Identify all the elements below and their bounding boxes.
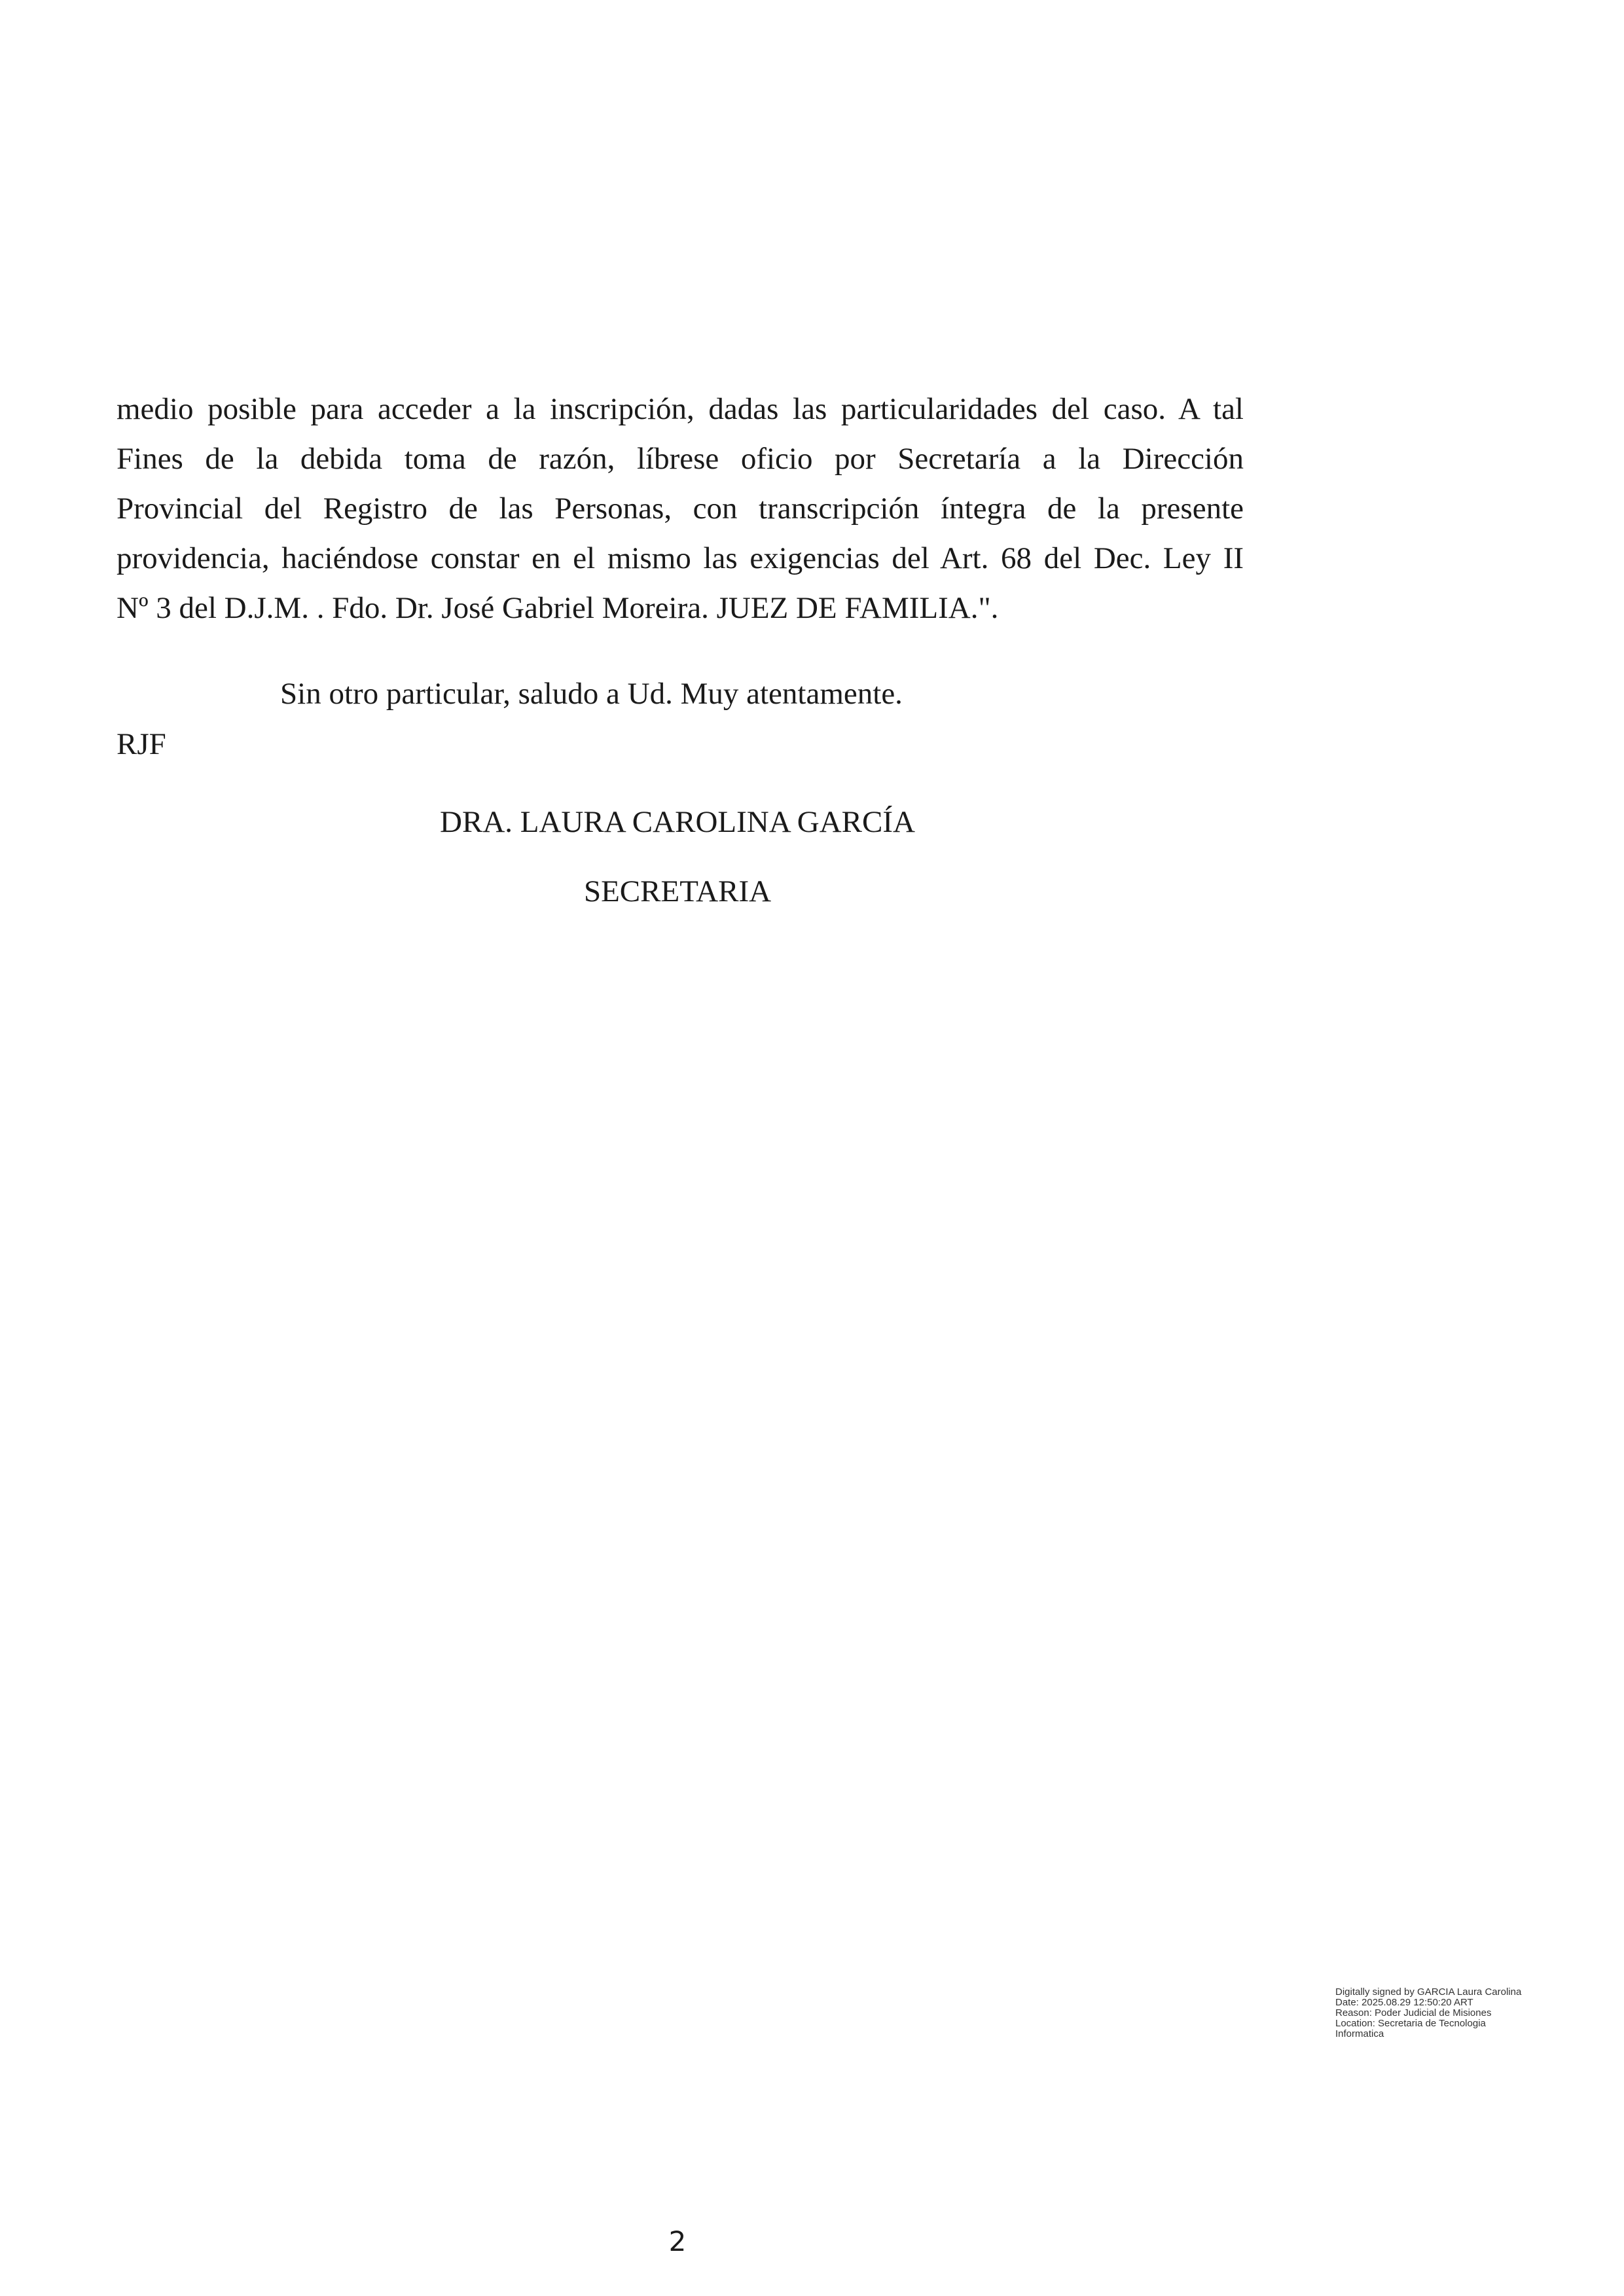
signature-location-cont: Informatica [1335,2028,1384,2039]
body-line: providencia, haciéndose constar en el mismo las exigencias del Art. 68 del Dec. Ley II [117,541,1244,575]
signature-location: Location: Secretaria de Tecnologia [1335,2018,1486,2029]
body-line: Provincial del Registro de las Personas, con transcripción íntegra de la presente [117,492,1244,526]
signature-date: Date: 2025.08.29 12:50:20 ART [1335,1997,1473,2008]
signature-signed-by: Digitally signed by GARCIA Laura Carolina [1335,1986,1522,1998]
body-paragraph [117,384,1244,633]
author-initials: RJF [117,727,166,761]
digital-signature-stamp [1335,1987,1571,2039]
body-line: Nº 3 del D.J.M. . Fdo. Dr. José Gabriel Moreira. JUEZ DE FAMILIA.". [117,591,999,625]
body-line: medio posible para acceder a la inscripción, dadas las particularidades del caso. A tal [117,392,1244,426]
page-number: 2 [668,2225,687,2257]
closing-salutation: Sin otro particular, saludo a Ud. Muy atentamente. [280,677,903,711]
body-line: Fines de la debida toma de razón, líbrese oficio por Secretaría a la Dirección [117,442,1244,476]
signer-title: SECRETARIA [583,874,772,908]
signer-name: DRA. LAURA CAROLINA GARCÍA [440,805,915,839]
signature-reason: Reason: Poder Judicial de Misiones [1335,2007,1492,2018]
